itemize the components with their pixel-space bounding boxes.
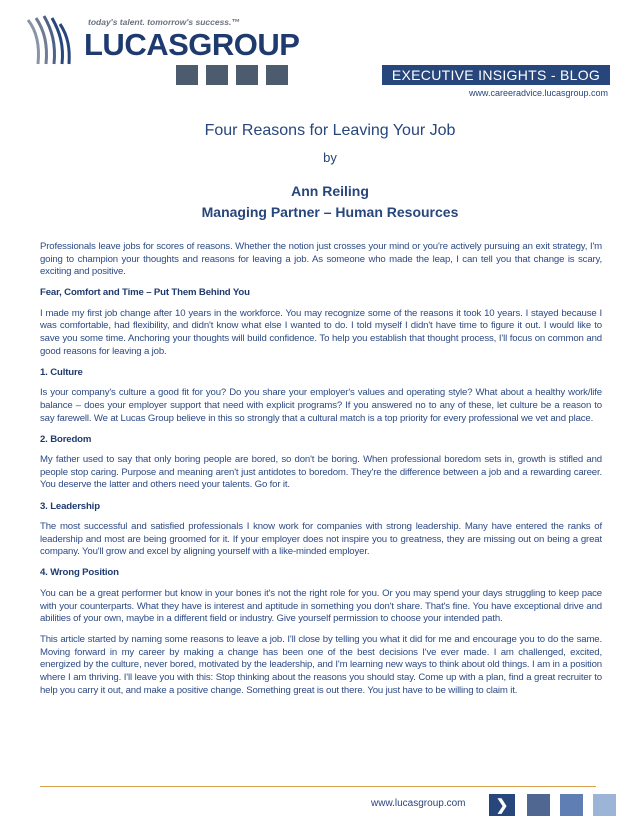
article-intro: Professionals leave jobs for scores of reasons. Whether the notion just crosses your mind or you're actively pursuing an exit strategy, I'm going to champion your thoughts and reasons for leaving a job. As someone who made the leap, I can tell you that change is scary, exciting and positive. <box>40 241 602 278</box>
section-body: Is your company's culture a good fit for you? Do you share your employer's values and operating style? What about a healthy work/life balance – does your employer support that need with explicit programs? If you answered no to any of these, let culture be a reason to say farewell. We at Lucas Group believe in this so strongly that a cultural match is a top priority for every professional we vet and place. <box>40 387 602 424</box>
closing-underline <box>40 786 596 787</box>
section-body: My father used to say that only boring people are bored, so don't be boring. When professional boredom sets in, growth is stifled and people stop caring. Purpose and meaning aren't just antidotes to boredom. They're the difference between a job and a rewarding career. You deserve the latter and others need your talents. Go for it. <box>40 454 602 491</box>
footer-square <box>527 794 550 816</box>
header-decorative-squares <box>176 65 288 85</box>
header-banner: EXECUTIVE INSIGHTS - BLOG <box>382 65 610 85</box>
footer-url-link[interactable]: www.lucasgroup.com <box>371 798 466 809</box>
lucas-group-logo[interactable] <box>22 8 300 70</box>
section-body: The most successful and satisfied professionals I know work for companies with strong leadership. Many have entered the ranks of leadership and most are being groomed for it. If your employer does not inspire you to greatness, they are missing out on being a great company. You'll grow and excel by aligning yourself with a like-minded employer. <box>40 521 602 558</box>
section-heading: 1. Culture <box>40 366 83 378</box>
section-heading: 2. Boredom <box>40 433 92 445</box>
footer-decorative-squares <box>527 794 616 816</box>
footer-square <box>560 794 583 816</box>
logo-mark-icon <box>22 8 82 70</box>
section-body: I made my first job change after 10 years in the workforce. You may recognize some of the reasons it took 10 years. I stayed because I was comfortable, had flexibility, and didn't know what else I wanted to do. I told myself I didn't have time to figure it out. I would like to save you some time. Anchoring your thoughts will build confidence. To help you establish that thought process, I'll focus on common and good reasons for leaving a job. <box>40 307 602 357</box>
footer-square <box>593 794 616 816</box>
article-author: Ann Reiling <box>291 183 369 199</box>
article-title: Four Reasons for Leaving Your Job <box>204 122 456 139</box>
header-square <box>206 65 228 85</box>
section-heading: 3. Leadership <box>40 500 100 512</box>
section-heading: Fear, Comfort and Time – Put Them Behind You <box>40 287 250 299</box>
article-closing: This article started by naming some reasons to leave a job. I'll close by telling you what it did for me and encourage you to do the same. Moving forward in my career by making a change has been one of the best decisions I've ever made. I am challenged, excited, energized by the culture, never bored, motivated by the leadership, and I'm learning new ways to think about old things. I am in a position where I am thriving. I'll leave you with this: Stop thinking about the reasons you should stay. Come up with a plan, find a great recruiter to help you carry it out, and make a positive change. Something great is out there. You just have to be willing to claim it. <box>40 634 602 696</box>
header-url-link[interactable]: www.careeradvice.lucasgroup.com <box>468 88 608 98</box>
logo-tagline: today's talent. tomorrow's success.™ <box>88 17 240 27</box>
article-body <box>40 241 602 706</box>
header-square <box>176 65 198 85</box>
header-square <box>236 65 258 85</box>
section-heading: 4. Wrong Position <box>40 567 119 579</box>
logo-wordmark: LUCASGROUP <box>84 27 300 62</box>
article-byline: by <box>323 150 337 165</box>
article-author-role: Managing Partner – Human Resources <box>201 204 459 220</box>
header-square <box>266 65 288 85</box>
chevron-right-icon[interactable]: ❯ <box>489 794 515 816</box>
section-body: You can be a great performer but know in your bones it's not the right role for you. Or you may spend your days struggling to keep pace with your counterparts. What they have is interest and aptitude in something you don't share. That's fine. You have exceptional drive and abilities of your own, maybe in a different field or industry. Give yourself permission to choose your intended path. <box>40 587 602 625</box>
